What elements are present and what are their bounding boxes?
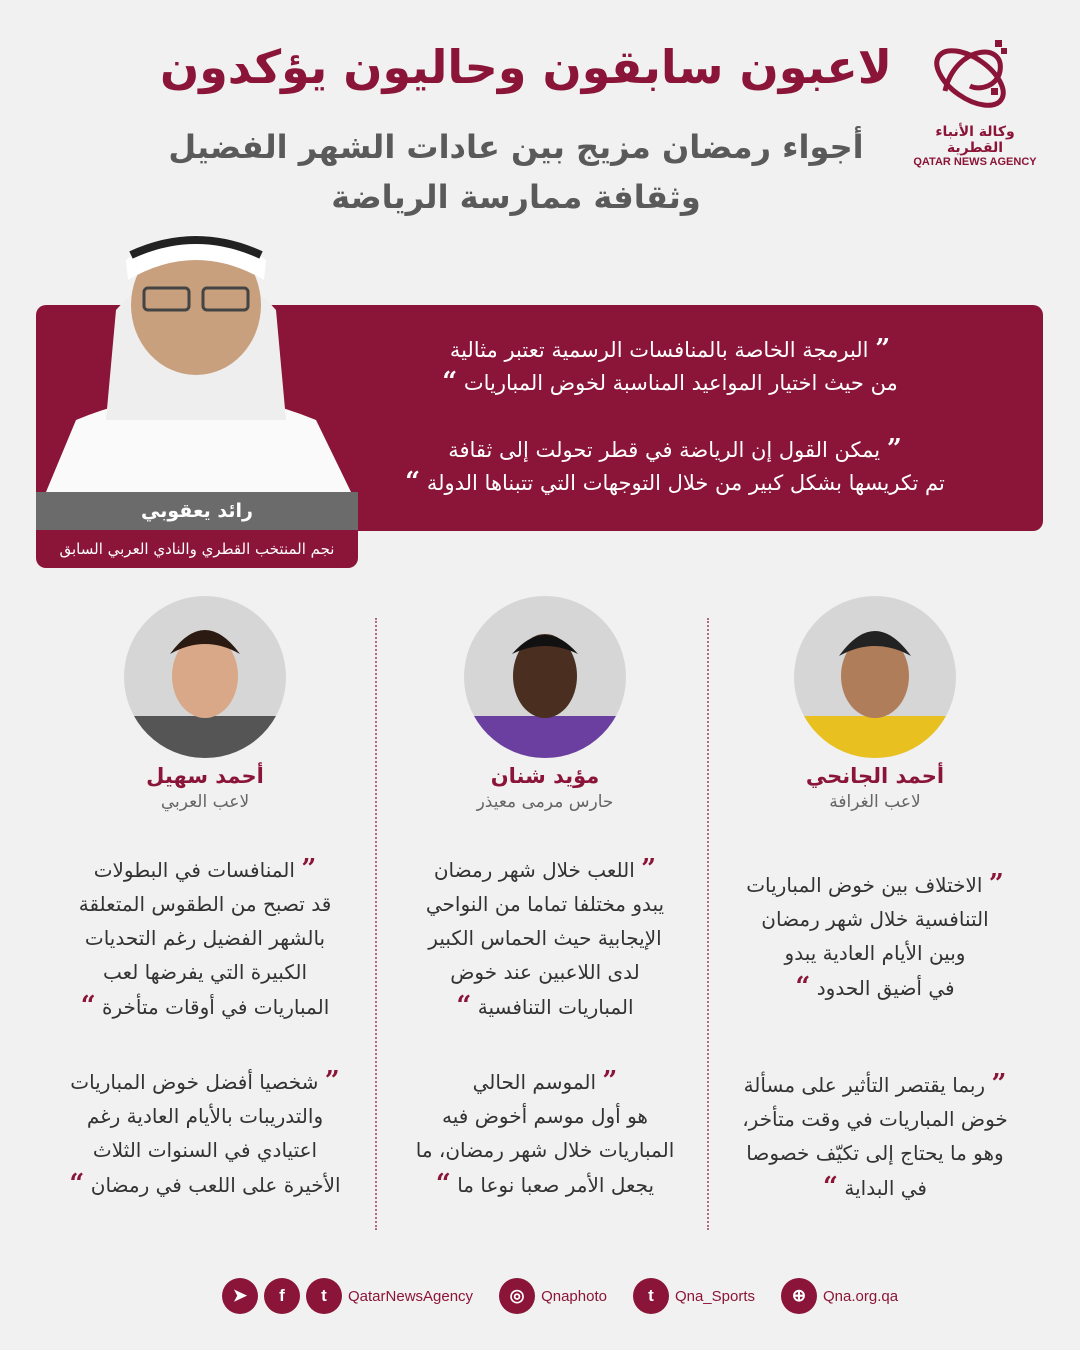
player-role: حارس مرمى معيذر — [476, 792, 614, 812]
footer-social — [222, 1278, 898, 1314]
player-name: أحمد سهيل — [146, 764, 264, 788]
column-divider — [375, 618, 377, 1230]
featured-quote-1: ” البرمجة الخاصة بالمنافسات الرسمية تعتبر مثالية من حيث اختيار المواعيد المناسبة لخوض المباريات “ — [442, 334, 898, 397]
featured-caption: نجم المنتخب القطري والنادي العربي السابق — [36, 530, 358, 568]
subtitle-line-1: أجواء رمضان مزيج بين عادات الشهر الفضيل — [168, 128, 864, 166]
player-card-3 — [45, 596, 365, 1202]
main-title: لاعبون سابقون وحاليون يؤكدون — [159, 40, 892, 94]
twitter-icon[interactable]: t — [306, 1278, 342, 1314]
player-name: أحمد الجانحي — [805, 764, 945, 788]
twitter-sports-link[interactable]: Qna_Sports — [674, 1287, 755, 1305]
player-quote-2: ” ربما يقتصر التأثير على مسألة خوض المباريات في وقت متأخر، وهو ما يحتاج إلى تكيّف خصوصا في البداية “ — [742, 1069, 1008, 1202]
player-avatar — [794, 596, 956, 758]
player-avatar — [124, 596, 286, 758]
column-divider — [707, 618, 709, 1230]
player-quote-1: ” المنافسات في البطولات قد تصبح من الطقوس المتعلقة بالشهر الفضيل رغم التحديات الكبيرة التي يفرضها لعب المباريات في أوقات متأخرة “ — [78, 854, 332, 1021]
website-link[interactable]: Qna.org.qa — [823, 1287, 899, 1305]
player-card-2 — [385, 596, 705, 1202]
player-name: مؤيد شنان — [490, 764, 600, 788]
qna-logo — [905, 36, 1045, 168]
player-card-1 — [715, 596, 1035, 1205]
subtitle-line-2: وثقافة ممارسة الرياضة — [331, 178, 701, 216]
player-role: لاعب الغرافة — [829, 792, 921, 812]
logo-arabic: وكالة الأنباء القطرية — [935, 124, 1015, 156]
globe-icon[interactable]: ⊕ — [781, 1278, 817, 1314]
player-role: لاعب العربي — [160, 792, 250, 812]
social-handle-link[interactable]: QatarNewsAgency — [348, 1287, 474, 1305]
qna-emblem-icon — [925, 36, 1025, 116]
player-quote-2: ” شخصيا أفضل خوض المباريات والتدريبات بالأيام العادية رغم اعتيادي في السنوات الثلاث الأخيرة على اللعب في رمضان “ — [69, 1066, 341, 1199]
player-avatar — [464, 596, 626, 758]
facebook-icon[interactable]: f — [264, 1278, 300, 1314]
featured-name: رائد يعقوبي — [36, 492, 358, 530]
player-quote-1: ” اللعب خلال شهر رمضان يبدو مختلفا تماما من النواحي الإيجابية حيث الحماس الكبير لدى اللاعبين عند خوض المباريات التنافسية “ — [425, 854, 665, 1021]
instagram-icon[interactable]: ◎ — [499, 1278, 535, 1314]
featured-quote-2: ” يمكن القول إن الرياضة في قطر تحولت إلى ثقافة تم تكريسها بشكل كبير من خلال التوجهات التي تتبناها الدولة “ — [405, 434, 945, 497]
featured-photo — [36, 220, 358, 492]
logo-english: QATAR NEWS AGENCY — [913, 156, 1037, 168]
player-quote-2: ” الموسم الحالي هو أول موسم أخوض فيه المباريات خلال شهر رمضان، ما يجعل الأمر صعبا نوعا ما “ — [415, 1066, 675, 1199]
instagram-handle-link[interactable]: Qnaphoto — [541, 1287, 607, 1305]
player-quote-1: ” الاختلاف بين خوض المباريات التنافسية خلال شهر رمضان وبين الأيام العادية يبدو في أضيق الحدود “ — [746, 869, 1004, 1002]
twitter-icon[interactable]: t — [633, 1278, 669, 1314]
telegram-icon[interactable]: ➤ — [222, 1278, 258, 1314]
